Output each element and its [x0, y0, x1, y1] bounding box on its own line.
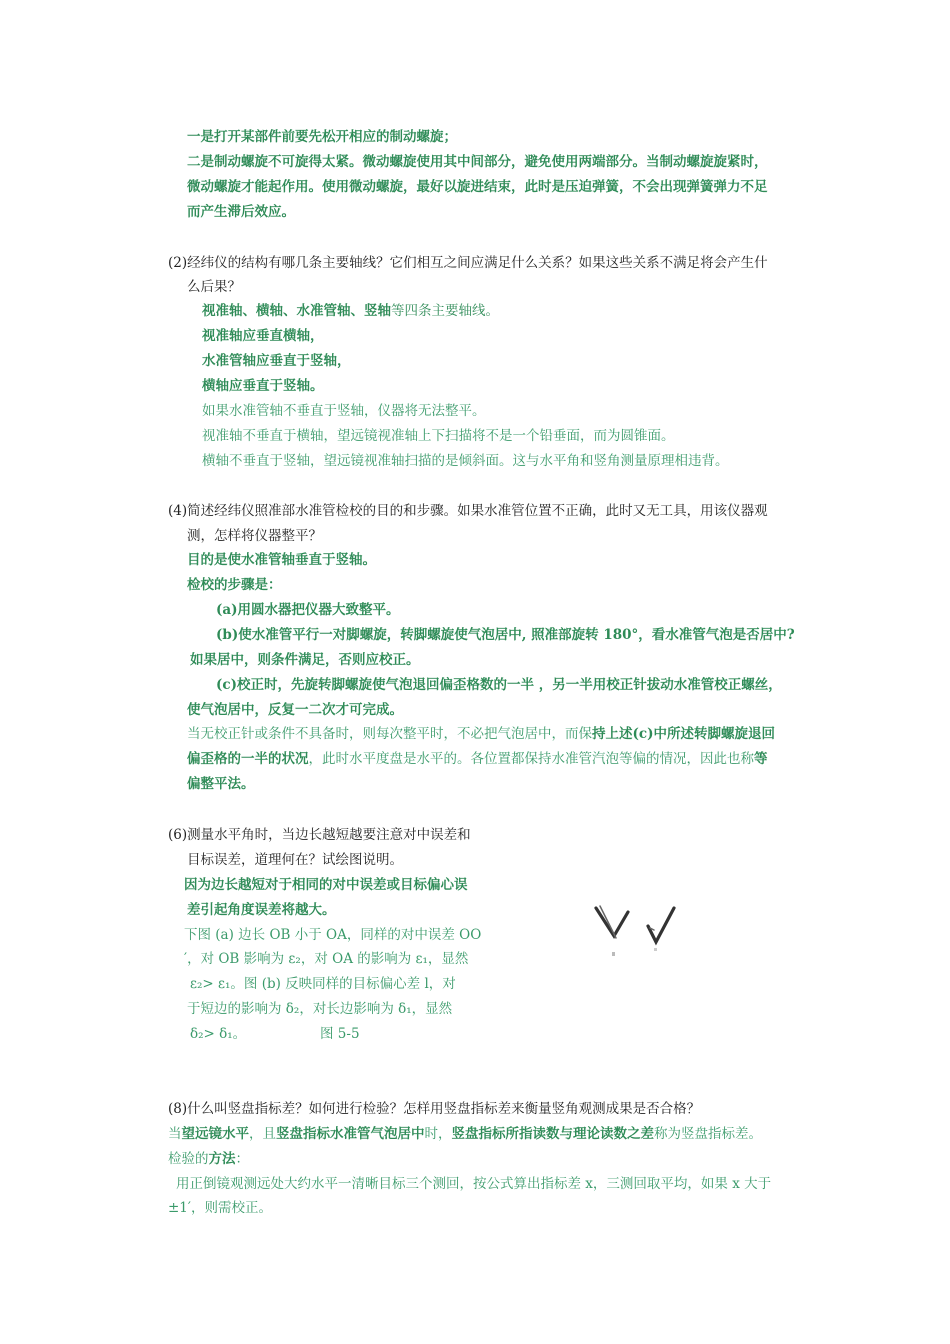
answer-line: [202, 301, 499, 321]
question-2-cont: 么后果？: [187, 279, 241, 295]
answer-line: (c)校正时，先旋转脚螺旋使气泡退回偏歪格数的一半 ，另一半用校正针拔动水准管校正螺丝，: [216, 677, 782, 693]
answer-line: 因为边长越短对于相同的对中误差或目标偏心误: [184, 877, 468, 893]
answer-line: [168, 1149, 249, 1169]
answer-line: 偏整平法。: [187, 776, 255, 792]
answer-bold: 竖盘指标所指读数与理论读数之差: [451, 1126, 654, 1142]
answer-line: (b)使水准管平行一对脚螺旋，转脚螺旋使气泡居中, 照准部旋转 180°，看水准管气泡是否居中?: [216, 627, 795, 643]
answer-bold: 等: [754, 751, 768, 767]
text-line: 微动螺旋才能起作用。使用微动螺旋，最好以旋进结束，此时是压迫弹簧，不会出现弹簧弹力不足: [187, 179, 768, 195]
answer-line: ε₂> ε₁。图 (b) 反映同样的目标偏心差 l，对: [190, 976, 456, 992]
text-line: 而产生滞后效应。: [187, 204, 295, 220]
answer-line: ±1′，则需校正。: [168, 1200, 272, 1216]
answer-line: 差引起角度误差将越大。: [187, 902, 336, 918]
answer-bold: 竖盘指标水准管气泡居中: [276, 1126, 425, 1142]
answer-line: [168, 1124, 762, 1144]
answer-normal: 时，: [424, 1126, 452, 1142]
answer-line: 视准轴不垂直于横轴，望远镜视准轴上下扫描将不是一个铅垂面，而为圆锥面。: [202, 428, 675, 444]
question-2: (2)经纬仪的结构有哪几条主要轴线？它们相互之间应满足什么关系？如果这些关系不满足将会产生什: [168, 255, 768, 271]
answer-normal: 当: [168, 1126, 182, 1142]
answer-normal: 等四条主要轴线。: [391, 303, 499, 319]
answer-line: [187, 724, 775, 744]
answer-normal: 当无校正针或条件不具备时，则每次整平时，不必把气泡居中，而保: [187, 726, 592, 742]
text-line: 二是制动螺旋不可旋得太紧。微动螺旋使用其中间部分，避免使用两端部分。当制动螺旋旋紧时，: [187, 154, 768, 170]
answer-line: 目的是使水准管轴垂直于竖轴。: [187, 552, 376, 568]
answer-line: 如果水准管轴不垂直于竖轴，仪器将无法整平。: [202, 403, 486, 419]
answer-line: 横轴应垂直于竖轴。: [202, 378, 324, 394]
answer-line: 于短边的影响为 δ₂，对长边影响为 δ₁，显然: [187, 1001, 453, 1017]
answer-normal: ：: [235, 1151, 249, 1167]
answer-normal: ，此时水平度盘是水平的。各位置都保持水准管汽泡等偏的情况，因此也称: [308, 751, 754, 767]
answer-line: (a)用圆水器把仪器大致整平。: [216, 602, 400, 618]
figure-a-icon: [596, 906, 628, 938]
answer-normal: ，且: [249, 1126, 276, 1142]
answer-bold: 望远镜水平: [181, 1126, 249, 1142]
answer-line: 使气泡居中，反复一二次才可完成。: [187, 702, 403, 718]
question-4: (4)简述经纬仪照准部水准管检校的目的和步骤。如果水准管位置不正确，此时又无工具，用该仪器观: [168, 503, 768, 519]
answer-bold: 持上述(c)中所述转脚螺旋退回: [592, 726, 775, 742]
answer-line: ′，对 OB 影响为 ε₂，对 OA 的影响为 ε₁，显然: [184, 951, 469, 967]
answer-line: 检校的步骤是：: [187, 577, 282, 593]
question-4-cont: 测，怎样将仪器整平？: [187, 528, 322, 544]
answer-normal: 检验的: [168, 1151, 209, 1167]
answer-line: [187, 749, 768, 769]
answer-line: 视准轴应垂直横轴，: [202, 328, 324, 344]
answer-line: 横轴不垂直于竖轴，望远镜视准轴扫描的是倾斜面。这与水平角和竖角测量原理相违背。: [202, 453, 729, 469]
answer-normal: 称为竖盘指标差。: [654, 1126, 762, 1142]
answer-bold: 方法: [208, 1151, 236, 1167]
question-6: (6)测量水平角时，当边长越短越要注意对中误差和: [168, 827, 471, 843]
answer-line: δ₂> δ₁。: [190, 1026, 247, 1042]
answer-line: 如果居中，则条件满足，否则应校正。: [190, 652, 420, 668]
figure-label: 图 5-5: [320, 1026, 360, 1042]
answer-bold: 视准轴、横轴、水准管轴、竖轴: [202, 303, 391, 319]
text-line: 一是打开某部件前要先松开相应的制动螺旋；: [187, 129, 457, 145]
figure-5-5-image: [590, 900, 690, 960]
question-6-cont: 目标误差，道理何在？试绘图说明。: [187, 852, 403, 868]
answer-bold: 偏歪格的一半的状况: [187, 751, 309, 767]
question-8: (8)什么叫竖盘指标差？如何进行检验？怎样用竖盘指标差来衡量竖角观测成果是否合格？: [168, 1101, 701, 1117]
answer-line: 用正倒镜观测远处大约水平一清晰目标三个测回，按公式算出指标差 x，三测回取平均，如果 x 大于: [176, 1176, 772, 1192]
figure-b-icon: [648, 908, 674, 942]
answer-line: 下图 (a) 边长 OB 小于 OA，同样的对中误差 OO: [184, 927, 482, 943]
answer-line: 水准管轴应垂直于竖轴，: [202, 353, 351, 369]
